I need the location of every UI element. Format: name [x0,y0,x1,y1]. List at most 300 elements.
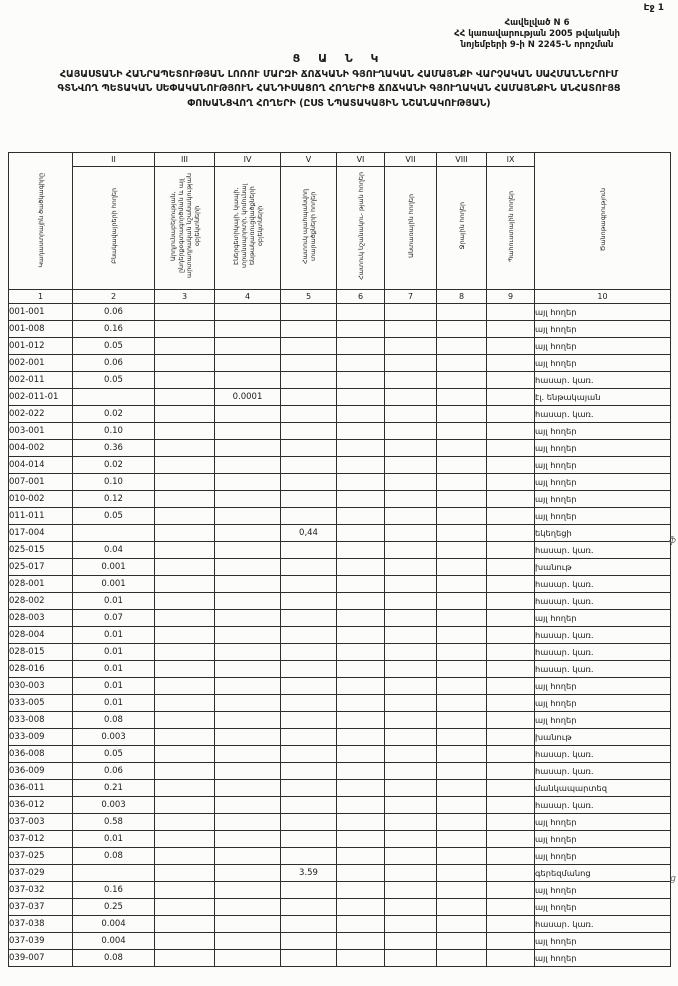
protected-lands-value-cell [281,372,337,389]
energy-transport-value-cell [215,661,281,678]
special-purpose-value-cell [337,389,385,406]
roman-ii: II [73,153,155,167]
colnum-3: 3 [155,290,215,304]
protected-lands-value-cell [281,933,337,950]
water-lands-value-cell [437,423,487,440]
special-purpose-value-cell [337,542,385,559]
water-lands-value-cell [437,729,487,746]
industrial-lands-value-cell [155,712,215,729]
industrial-lands-value-cell [155,406,215,423]
settlement-lands-value-cell: 0.06 [73,763,155,780]
energy-transport-lands-label: Էներգետիկայի, կապի, տրանսպորտի, կոմունալ ենթակառուցվածքների օբյեկտների [231,183,264,269]
table-row [9,661,671,678]
forest-lands-value-cell [385,559,437,576]
settlement-lands-value-cell: 0.01 [73,593,155,610]
note-cell: այլ հողեր [535,474,671,491]
industrial-lands-value-cell [155,372,215,389]
cadastral-code-cell: 017-004 [9,525,73,542]
note-cell: այլ հողեր [535,423,671,440]
water-lands-value-cell [437,406,487,423]
water-lands-value-cell [437,865,487,882]
colnum-6: 6 [337,290,385,304]
forest-lands-value-cell [385,831,437,848]
table-row [9,780,671,797]
water-lands-value-cell [437,338,487,355]
cadastral-code-cell: 028-004 [9,627,73,644]
note-cell: էլ. ենթակայան [535,389,671,406]
table-row [9,848,671,865]
table-row [9,797,671,814]
industrial-lands-value-cell [155,542,215,559]
reserve-lands-value-cell [487,610,535,627]
roman-vii: VII [385,153,437,167]
settlement-lands-value-cell: 0.05 [73,508,155,525]
cadastral-code-label: Կադաստրային ծածկագիրը [36,172,45,268]
special-purpose-value-cell [337,797,385,814]
reserve-lands-value-cell [487,848,535,865]
reserve-lands-value-cell [487,865,535,882]
header-note [535,153,671,290]
cadastral-code-cell: 004-014 [9,457,73,474]
reserve-lands-value-cell [487,763,535,780]
energy-transport-value-cell [215,695,281,712]
protected-lands-value-cell [281,780,337,797]
special-purpose-value-cell [337,372,385,389]
cadastral-code-cell: 010-002 [9,491,73,508]
industrial-lands-value-cell [155,389,215,406]
colnum-4: 4 [215,290,281,304]
protected-lands-value-cell [281,321,337,338]
settlement-lands-value-cell: 0.10 [73,474,155,491]
cadastral-code-cell: 037-029 [9,865,73,882]
table-row [9,916,671,933]
energy-transport-value-cell [215,797,281,814]
special-purpose-value-cell [337,763,385,780]
industrial-lands-value-cell [155,746,215,763]
protected-lands-value-cell [281,559,337,576]
industrial-lands-value-cell [155,440,215,457]
reserve-lands-value-cell [487,797,535,814]
forest-lands-value-cell [385,372,437,389]
forest-lands-value-cell [385,525,437,542]
special-purpose-value-cell [337,559,385,576]
cadastral-code-cell: 037-038 [9,916,73,933]
note-cell: այլ հողեր [535,440,671,457]
special-purpose-value-cell [337,814,385,831]
industrial-lands-value-cell [155,950,215,967]
table-row [9,644,671,661]
table-row [9,763,671,780]
industrial-lands-value-cell [155,610,215,627]
decree-line-2: նոյեմբերի 9-ի N 2245-Ն որոշման [460,40,614,51]
forest-lands-value-cell [385,712,437,729]
handwritten-margin-mark-2: ց [670,874,676,884]
cadastral-code-cell: 002-001 [9,355,73,372]
cadastral-code-cell: 002-022 [9,406,73,423]
note-cell: այլ հողեր [535,814,671,831]
land-transfer-table [8,152,671,967]
settlement-lands-value-cell: 0.003 [73,797,155,814]
protected-lands-value-cell [281,661,337,678]
forest-lands-value-cell [385,695,437,712]
header-forest-lands [385,167,437,290]
energy-transport-value-cell [215,916,281,933]
water-lands-value-cell [437,899,487,916]
energy-transport-value-cell [215,763,281,780]
note-cell: այլ հողեր [535,882,671,899]
special-purpose-value-cell [337,610,385,627]
roman-iii: III [155,153,215,167]
protected-lands-value-cell [281,712,337,729]
water-lands-value-cell [437,304,487,321]
reserve-lands-value-cell [487,474,535,491]
special-purpose-value-cell [337,831,385,848]
settlement-lands-value-cell: 0.58 [73,814,155,831]
cadastral-code-cell: 001-001 [9,304,73,321]
forest-lands-value-cell [385,610,437,627]
note-cell: հասար. կառ. [535,406,671,423]
settlement-lands-value-cell: 0.05 [73,372,155,389]
energy-transport-value-cell [215,508,281,525]
reserve-lands-value-cell [487,440,535,457]
protected-lands-value-cell [281,916,337,933]
special-purpose-value-cell [337,848,385,865]
industrial-lands-value-cell [155,576,215,593]
settlement-lands-value-cell: 0.06 [73,355,155,372]
forest-lands-value-cell [385,797,437,814]
cadastral-code-cell: 033-009 [9,729,73,746]
cadastral-code-cell: 037-003 [9,814,73,831]
energy-transport-value-cell [215,933,281,950]
water-lands-label: Ջրային հողեր [457,202,466,250]
table-row [9,865,671,882]
document-title: ՀԱՅԱՍՏԱՆԻ ՀԱՆՐԱՊԵՏՈՒԹՅԱՆ ԼՈՌՈՒ ՄԱՐԶԻ ՃՈՃԿԱՆԻ ԳՅՈՒՂԱԿԱՆ ՀԱՄԱՅՆՔԻ ՎԱՐՉԱԿԱՆ ՍԱՀՄԱՆՆԵՐՈՒՄ ԳՏՆՎՈՂ ՊԵՏԱԿԱՆ ՍԵՓԱԿԱՆՈՒԹՅՈՒՆ ՀԱՆԴԻՍԱՑՈՂ ՀՈՂԵՐԻՑ ՃՈՃԿԱՆԻ ԳՅՈՒՂԱԿԱՆ ՀԱՄԱՅՆՔԻՆ ԱՆՀԱՏՈՒՅՑ ՓՈԽԱՆՑՎՈՂ ՀՈՂԵՐԻ (ԸՍՏ ՆՊԱՏԱԿԱՅԻՆ ՆՇԱՆԱԿՈՒԹՅԱՆ) [57,69,621,109]
protected-lands-value-cell [281,576,337,593]
water-lands-value-cell [437,440,487,457]
forest-lands-value-cell [385,508,437,525]
protected-lands-value-cell [281,389,337,406]
energy-transport-value-cell [215,372,281,389]
energy-transport-value-cell [215,304,281,321]
energy-transport-value-cell [215,627,281,644]
forest-lands-value-cell [385,576,437,593]
cadastral-code-cell: 036-011 [9,780,73,797]
header-settlement-lands [73,167,155,290]
energy-transport-value-cell [215,440,281,457]
reserve-lands-value-cell [487,882,535,899]
water-lands-value-cell [437,627,487,644]
special-purpose-value-cell [337,457,385,474]
settlement-lands-value-cell: 0.10 [73,423,155,440]
industrial-lands-value-cell [155,780,215,797]
water-lands-value-cell [437,678,487,695]
forest-lands-value-cell [385,406,437,423]
protected-lands-value-cell [281,304,337,321]
industrial-lands-value-cell [155,338,215,355]
reserve-lands-value-cell [487,831,535,848]
forest-lands-value-cell [385,763,437,780]
reserve-lands-value-cell [487,729,535,746]
settlement-lands-value-cell: 0.001 [73,559,155,576]
settlement-lands-value-cell: 0.01 [73,831,155,848]
table-row [9,525,671,542]
energy-transport-value-cell [215,729,281,746]
energy-transport-value-cell [215,525,281,542]
industrial-lands-value-cell [155,559,215,576]
industrial-lands-value-cell [155,831,215,848]
energy-transport-value-cell [215,576,281,593]
forest-lands-value-cell [385,474,437,491]
cadastral-code-cell: 036-008 [9,746,73,763]
energy-transport-value-cell [215,678,281,695]
table-row [9,593,671,610]
forest-lands-value-cell [385,916,437,933]
note-cell: այլ հողեր [535,831,671,848]
special-purpose-value-cell [337,355,385,372]
reserve-lands-value-cell [487,355,535,372]
note-cell: խանութ [535,729,671,746]
reserve-lands-value-cell [487,814,535,831]
forest-lands-value-cell [385,848,437,865]
cadastral-code-cell: 011-011 [9,508,73,525]
protected-lands-value-cell [281,763,337,780]
special-purpose-value-cell [337,712,385,729]
industrial-lands-value-cell [155,508,215,525]
table-row [9,372,671,389]
special-purpose-value-cell [337,780,385,797]
industrial-lands-value-cell [155,491,215,508]
water-lands-value-cell [437,321,487,338]
energy-transport-value-cell [215,814,281,831]
protected-lands-value-cell [281,831,337,848]
forest-lands-value-cell [385,389,437,406]
table-row [9,321,671,338]
forest-lands-value-cell [385,729,437,746]
industrial-lands-value-cell [155,933,215,950]
protected-lands-value-cell [281,814,337,831]
reserve-lands-value-cell [487,780,535,797]
forest-lands-value-cell [385,933,437,950]
special-purpose-value-cell [337,899,385,916]
settlement-lands-value-cell: 0.01 [73,695,155,712]
special-purpose-value-cell [337,593,385,610]
water-lands-value-cell [437,780,487,797]
table-row [9,882,671,899]
colnum-8: 8 [437,290,487,304]
colnum-7: 7 [385,290,437,304]
reserve-lands-label: Պահուստային հողեր [506,190,515,262]
settlement-lands-value-cell: 0.01 [73,661,155,678]
energy-transport-value-cell [215,593,281,610]
cadastral-code-cell: 028-001 [9,576,73,593]
protected-lands-value-cell [281,593,337,610]
note-cell: այլ հողեր [535,695,671,712]
settlement-lands-value-cell: 0.25 [73,899,155,916]
industrial-lands-value-cell [155,899,215,916]
forest-lands-value-cell [385,780,437,797]
cadastral-code-cell: 025-015 [9,542,73,559]
cadastral-code-cell: 030-003 [9,678,73,695]
note-cell: հասար. կառ. [535,661,671,678]
cadastral-code-cell: 002-011-01 [9,389,73,406]
cadastral-code-cell: 037-032 [9,882,73,899]
industrial-lands-value-cell [155,457,215,474]
special-purpose-value-cell [337,644,385,661]
special-purpose-value-cell [337,865,385,882]
energy-transport-value-cell [215,882,281,899]
reserve-lands-value-cell [487,950,535,967]
protected-lands-value-cell [281,338,337,355]
industrial-lands-value-cell [155,814,215,831]
note-cell: հասար. կառ. [535,542,671,559]
cadastral-code-cell: 036-012 [9,797,73,814]
water-lands-value-cell [437,508,487,525]
reserve-lands-value-cell [487,304,535,321]
table-row [9,627,671,644]
settlement-lands-value-cell: 0.004 [73,933,155,950]
energy-transport-value-cell [215,338,281,355]
forest-lands-value-cell [385,457,437,474]
energy-transport-value-cell [215,831,281,848]
settlement-lands-value-cell: 0.001 [73,576,155,593]
energy-transport-value-cell [215,746,281,763]
industrial-lands-value-cell [155,729,215,746]
note-cell: այլ հողեր [535,678,671,695]
note-cell: այլ հողեր [535,610,671,627]
note-cell: գերեզմանոց [535,865,671,882]
reserve-lands-value-cell [487,593,535,610]
water-lands-value-cell [437,474,487,491]
table-row [9,899,671,916]
special-purpose-value-cell [337,729,385,746]
settlement-lands-value-cell: 0.07 [73,610,155,627]
special-purpose-value-cell [337,695,385,712]
settlement-lands-value-cell: 0.21 [73,780,155,797]
water-lands-value-cell [437,831,487,848]
forest-lands-value-cell [385,542,437,559]
special-purpose-value-cell [337,933,385,950]
column-number-row [9,290,671,304]
protected-lands-value-cell [281,627,337,644]
table-row [9,950,671,967]
annex-block [454,18,620,51]
water-lands-value-cell [437,695,487,712]
protected-lands-value-cell [281,610,337,627]
header-water-lands [437,167,487,290]
industrial-lands-value-cell [155,695,215,712]
forest-lands-value-cell [385,865,437,882]
settlement-lands-value-cell: 0.08 [73,848,155,865]
industrial-lands-value-cell [155,882,215,899]
energy-transport-value-cell [215,899,281,916]
reserve-lands-value-cell [487,321,535,338]
special-purpose-value-cell [337,423,385,440]
water-lands-value-cell [437,525,487,542]
header-industrial-lands [155,167,215,290]
industrial-lands-value-cell [155,525,215,542]
cadastral-code-cell: 002-011 [9,372,73,389]
decree-line-1: ՀՀ կառավարության 2005 թվականի [454,29,620,40]
reserve-lands-value-cell [487,678,535,695]
special-purpose-value-cell [337,678,385,695]
forest-lands-value-cell [385,644,437,661]
note-cell: այլ հողեր [535,508,671,525]
cadastral-code-cell: 037-037 [9,899,73,916]
table-row [9,457,671,474]
forest-lands-value-cell [385,746,437,763]
settlement-lands-value-cell: 0.004 [73,916,155,933]
cadastral-code-cell: 028-015 [9,644,73,661]
header-protected-lands [281,167,337,290]
table-row [9,610,671,627]
special-purpose-value-cell [337,576,385,593]
table-row [9,508,671,525]
protected-lands-value-cell [281,457,337,474]
forest-lands-value-cell [385,882,437,899]
protected-lands-label: Հատուկ պահպանվող տարածքների հողեր [300,188,317,264]
table-row [9,474,671,491]
settlement-lands-value-cell [73,865,155,882]
header-cadastral-code [9,153,73,290]
table-row [9,559,671,576]
roman-iv: IV [215,153,281,167]
colnum-1: 1 [9,290,73,304]
industrial-lands-value-cell [155,763,215,780]
protected-lands-value-cell [281,440,337,457]
industrial-lands-value-cell [155,355,215,372]
energy-transport-value-cell [215,865,281,882]
water-lands-value-cell [437,355,487,372]
reserve-lands-value-cell [487,389,535,406]
water-lands-value-cell [437,457,487,474]
forest-lands-value-cell [385,950,437,967]
reserve-lands-value-cell [487,712,535,729]
cadastral-code-cell: 039-007 [9,950,73,967]
note-cell: այլ հողեր [535,321,671,338]
settlement-lands-value-cell: 0.04 [73,542,155,559]
note-cell: այլ հողեր [535,712,671,729]
energy-transport-value-cell [215,950,281,967]
water-lands-value-cell [437,593,487,610]
water-lands-value-cell [437,848,487,865]
note-cell: այլ հողեր [535,338,671,355]
industrial-lands-value-cell [155,644,215,661]
table-row [9,814,671,831]
reserve-lands-value-cell [487,542,535,559]
table-row [9,831,671,848]
reserve-lands-value-cell [487,695,535,712]
settlement-lands-value-cell: 0.08 [73,950,155,967]
note-cell: այլ հողեր [535,899,671,916]
table-row [9,576,671,593]
energy-transport-value-cell [215,559,281,576]
special-purpose-value-cell [337,916,385,933]
header-special-purpose-lands [337,167,385,290]
forest-lands-value-cell [385,423,437,440]
table-row [9,746,671,763]
settlement-lands-value-cell: 0.01 [73,678,155,695]
reserve-lands-value-cell [487,525,535,542]
energy-transport-value-cell [215,780,281,797]
note-cell: հասար. կառ. [535,797,671,814]
special-purpose-value-cell [337,950,385,967]
protected-lands-value-cell [281,644,337,661]
note-cell: այլ հողեր [535,933,671,950]
settlement-lands-value-cell: 0.01 [73,627,155,644]
protected-lands-value-cell [281,950,337,967]
settlement-lands-value-cell: 0.02 [73,457,155,474]
settlement-lands-value-cell: 0.02 [73,406,155,423]
